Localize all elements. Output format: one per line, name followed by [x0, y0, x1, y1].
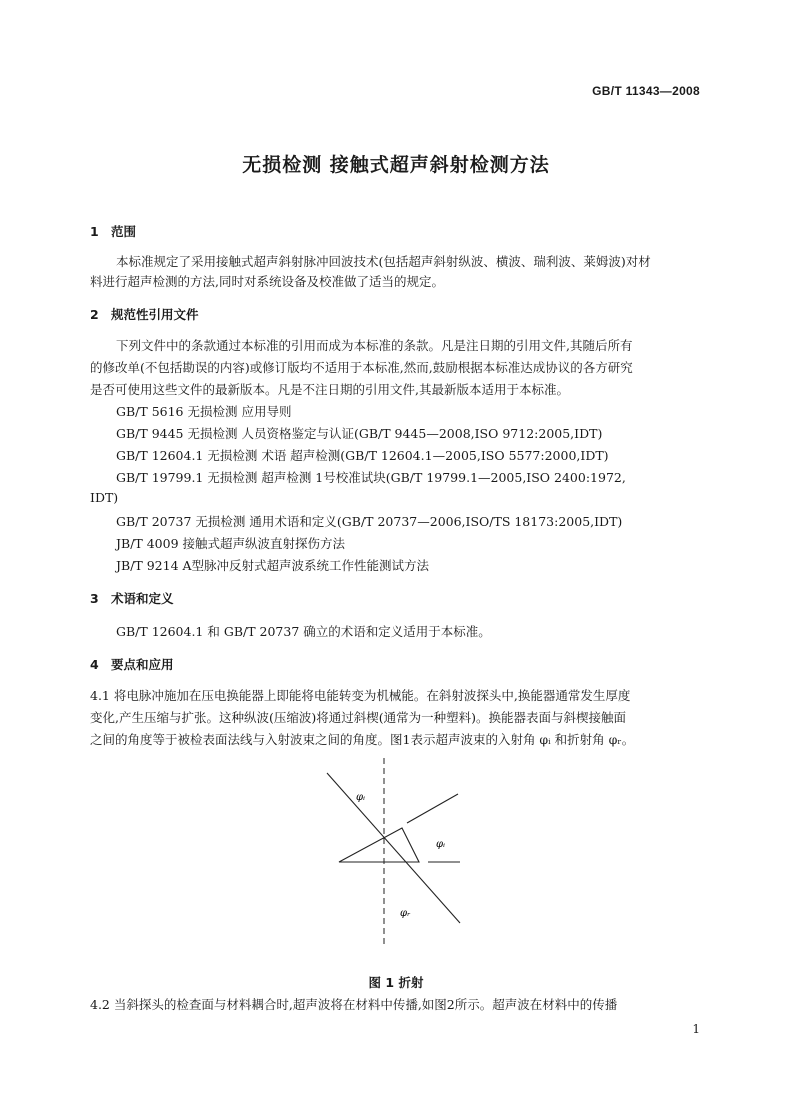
ref-item: GB/T 12604.1 无损检测 术语 超声检测(GB/T 12604.1—2005,ISO 5577:2000,IDT) [116, 448, 609, 463]
ref-item: JB/T 4009 接触式超声纵波直射探伤方法 [116, 536, 346, 551]
s2-line-2: 的修改单(不包括勘误的内容)或修订版均不适用于本标准,然而,鼓励根据本标准达成协议的各方研究 [90, 360, 633, 375]
p41-line-2: 变化,产生压缩与扩张。这种纵波(压缩波)将通过斜楔(通常为一种塑料)。换能器表面与斜楔接触面 [90, 710, 626, 725]
page-title: 无损检测 接触式超声斜射检测方法 [242, 154, 550, 176]
page-number: 1 [692, 1022, 700, 1036]
ref-item-continuation: IDT) [90, 490, 119, 505]
s2-line-3: 是否可使用这些文件的最新版本。凡是不注日期的引用文件,其最新版本适用于本标准。 [90, 382, 569, 397]
section-4-heading: 4 要点和应用 [90, 657, 174, 672]
ref-item: GB/T 19799.1 无损检测 超声检测 1号校准试块(GB/T 19799.1—2005,ISO 2400:1972, [116, 470, 626, 485]
s2-line-1: 下列文件中的条款通过本标准的引用而成为本标准的条款。凡是注日期的引用文件,其随后所有 [116, 338, 633, 353]
ref-item: JB/T 9214 A型脉冲反射式超声波系统工作性能测试方法 [116, 558, 430, 573]
p41-line-1: 4.1 将电脉冲施加在压电换能器上即能将电能转变为机械能。在斜射波探头中,换能器通常发生厚度 [90, 688, 631, 703]
p41-line-3: 之间的角度等于被检表面法线与入射波束之间的角度。图1表示超声波束的入射角 φᵢ 和折射角 φᵣ。 [90, 732, 635, 747]
ref-item: GB/T 5616 无损检测 应用导则 [116, 404, 292, 419]
transducer-line [407, 794, 458, 823]
angle-label-right: φᵢ [436, 839, 446, 850]
section-1-heading: 1 范围 [90, 224, 137, 239]
ref-item: GB/T 20737 无损检测 通用术语和定义(GB/T 20737—2006,ISO/TS 18173:2005,IDT) [116, 514, 623, 529]
wedge-triangle [339, 828, 419, 862]
s1-line-1: 本标准规定了采用接触式超声斜射脉冲回波技术(包括超声斜射纵波、横波、瑞利波、莱姆波)对材 [116, 254, 651, 269]
angle-label-bottom: φᵣ [400, 908, 411, 919]
section-3-heading: 3 术语和定义 [90, 591, 174, 606]
angle-label-top: φᵢ [356, 792, 366, 803]
figure-caption: 图 1 折射 [368, 975, 424, 990]
standard-number: GB/T 11343—2008 [592, 84, 700, 98]
p42-line-1: 4.2 当斜探头的检查面与材料耦合时,超声波将在材料中传播,如图2所示。超声波在材料中的传播 [90, 997, 618, 1012]
s1-line-2: 料进行超声检测的方法,同时对系统设备及校准做了适当的规定。 [90, 274, 444, 289]
ref-item: GB/T 9445 无损检测 人员资格鉴定与认证(GB/T 9445—2008,ISO 9712:2005,IDT) [116, 426, 603, 441]
section-2-heading: 2 规范性引用文件 [90, 307, 199, 322]
s3-line-1: GB/T 12604.1 和 GB/T 20737 确立的术语和定义适用于本标准。 [116, 624, 491, 639]
